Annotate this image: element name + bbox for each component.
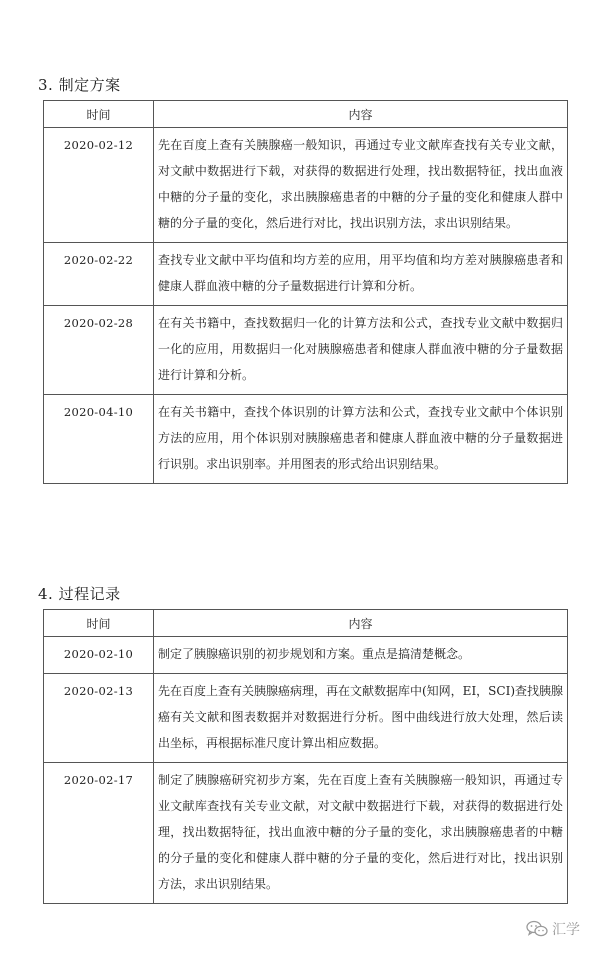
table-row [44,243,568,306]
record-table [43,609,568,904]
section-3-title: 3. 制定方案 [38,76,121,94]
table-row [44,763,568,904]
table-row [44,637,568,674]
row-date: 2020-04-10 [44,395,154,484]
row-content: 查找专业文献中平均值和均方差的应用，用平均值和均方差对胰腺癌患者和健康人群血液中糖的分子量数据进行计算和分析。 [154,243,568,306]
table-row [44,395,568,484]
row-date: 2020-02-10 [44,637,154,674]
row-date: 2020-02-13 [44,674,154,763]
row-content: 先在百度上查有关胰腺癌一般知识，再通过专业文献库查找有关专业文献，对文献中数据进行下载，对获得的数据进行处理，找出数据特征，找出血液中糖的分子量的变化，求出胰腺癌患者的中糖的分子量的变化和健康人群中糖的分子量的变化，然后进行对比，找出识别方法，求出识别结果。 [154,128,568,243]
row-date: 2020-02-28 [44,306,154,395]
header-content: 内容 [154,101,568,128]
row-date: 2020-02-17 [44,763,154,904]
watermark [526,919,580,939]
row-content: 制定了胰腺癌研究初步方案，先在百度上查有关胰腺癌一般知识，再通过专业文献库查找有关专业文献，对文献中数据进行下载，对获得的数据进行处理，找出数据特征，找出血液中糖的分子量的变化，求出胰腺癌患者的中糖的分子量的变化和健康人群中糖的分子量的变化，然后进行对比，找出识别方法，求出识别结果。 [154,763,568,904]
plan-table [43,100,568,484]
header-content: 内容 [154,610,568,637]
row-content: 制定了胰腺癌识别的初步规划和方案。重点是搞清楚概念。 [154,637,568,674]
row-content: 先在百度上查有关胰腺癌病理，再在文献数据库中(知网，EI，SCI)查找胰腺癌有关文献和图表数据并对数据进行分析。图中曲线进行放大处理，然后读出坐标，再根据标准尺度计算出相应数据。 [154,674,568,763]
section-4-title: 4. 过程记录 [38,585,121,603]
watermark-label: 汇学 [552,922,580,938]
wechat-icon [526,920,548,938]
row-content: 在有关书籍中，查找数据归一化的计算方法和公式，查找专业文献中数据归一化的应用，用数据归一化对胰腺癌患者和健康人群血液中糖的分子量数据进行计算和分析。 [154,306,568,395]
table-row [44,128,568,243]
header-time: 时间 [44,101,154,128]
row-date: 2020-02-12 [44,128,154,243]
table-header-row [44,610,568,637]
header-time: 时间 [44,610,154,637]
row-content: 在有关书籍中，查找个体识别的计算方法和公式，查找专业文献中个体识别方法的应用，用个体识别对胰腺癌患者和健康人群血液中糖的分子量数据进行识别。求出识别率。并用图表的形式给出识别结果。 [154,395,568,484]
table-header-row [44,101,568,128]
table-row [44,674,568,763]
row-date: 2020-02-22 [44,243,154,306]
table-row [44,306,568,395]
